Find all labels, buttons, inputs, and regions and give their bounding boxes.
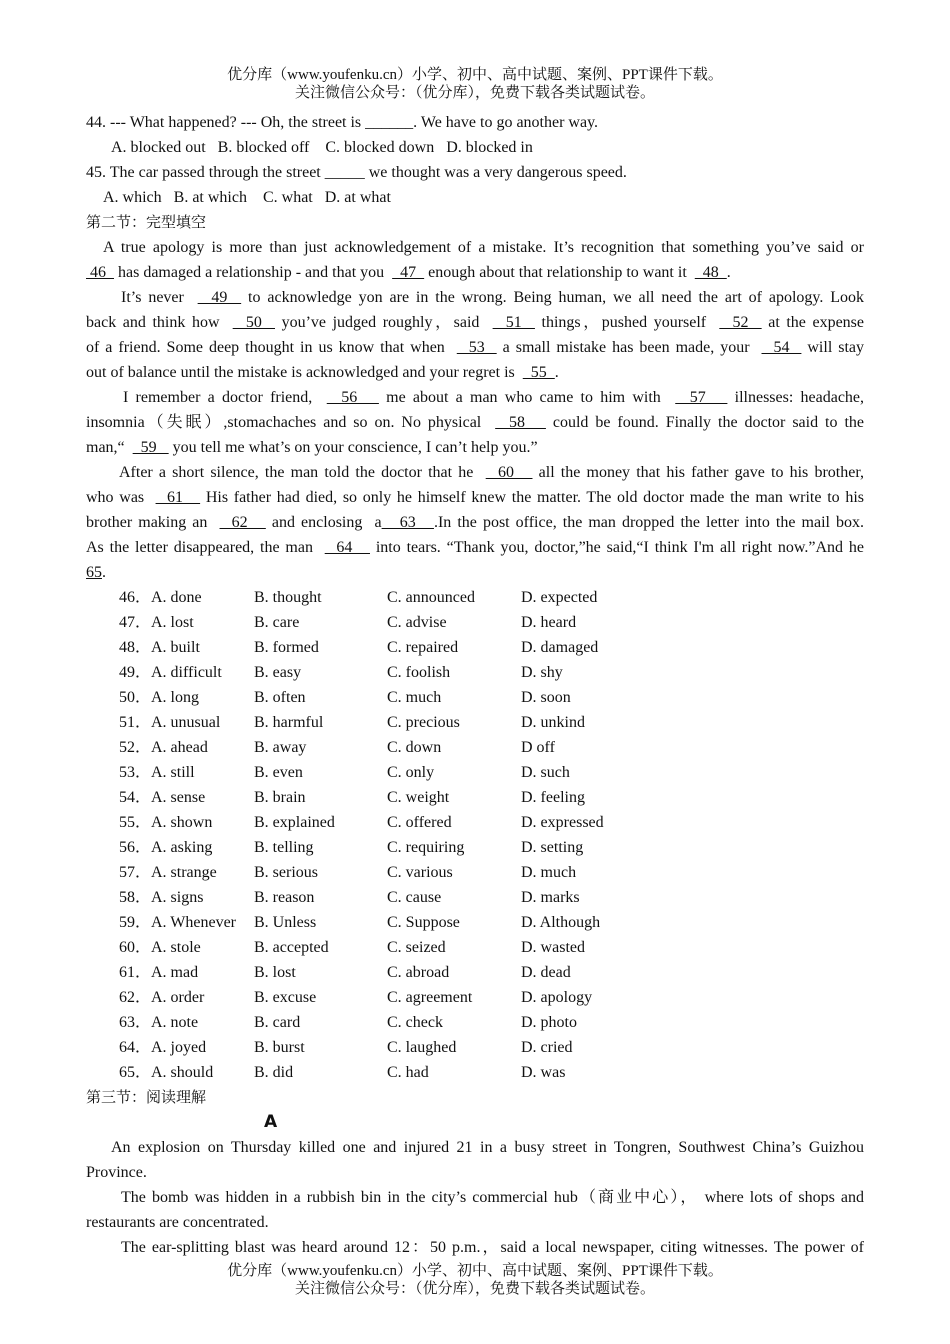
option-d: D. expected bbox=[521, 589, 598, 606]
cloze-paragraph-1 bbox=[86, 235, 864, 285]
option-d: D. photo bbox=[521, 1014, 577, 1031]
option-b: B. easy bbox=[254, 664, 302, 681]
option-a: 49．A. difficult bbox=[119, 664, 222, 681]
blank-55: 55 bbox=[522, 364, 555, 381]
option-a: 55．A. shown bbox=[119, 814, 213, 831]
option-a: 47．A. lost bbox=[119, 614, 194, 631]
cloze-p4-line-2 bbox=[86, 485, 864, 510]
cloze-p1-line-2 bbox=[86, 260, 864, 285]
cloze-text: . bbox=[726, 264, 731, 281]
option-a: 58．A. signs bbox=[119, 889, 204, 906]
section-2-title: 第二节：完型填空 bbox=[86, 213, 207, 231]
option-row bbox=[86, 660, 864, 685]
cloze-text: has damaged a relationship - and that you bbox=[114, 264, 393, 281]
question-45-stem: 45. The car passed through the street _____ we thought was a very dangerous speed. bbox=[86, 164, 627, 181]
cloze-text: illnesses: headache, bbox=[727, 389, 865, 406]
option-row bbox=[86, 785, 864, 810]
option-a: 54．A. sense bbox=[119, 789, 206, 806]
option-row bbox=[86, 985, 864, 1010]
option-b: B. reason bbox=[254, 889, 315, 906]
cloze-text: I remember a doctor friend, bbox=[123, 389, 327, 406]
cloze-p2-line-4 bbox=[86, 360, 864, 385]
blank-65: 65 bbox=[86, 564, 102, 581]
blank-53: 53 bbox=[456, 339, 497, 356]
blank-57: 57 bbox=[675, 389, 728, 406]
option-c: C. foolish bbox=[387, 664, 451, 681]
option-b: B. excuse bbox=[254, 989, 317, 1006]
option-c: C. weight bbox=[387, 789, 450, 806]
option-c: C. down bbox=[387, 739, 442, 756]
cloze-text: you’ve judged roughly，said bbox=[275, 314, 493, 331]
cloze-text: After a short silence, the man told the doctor that he bbox=[119, 464, 486, 481]
option-d: D. cried bbox=[521, 1039, 573, 1056]
cloze-p3-line-2 bbox=[86, 410, 864, 435]
option-a: 53．A. still bbox=[119, 764, 195, 781]
option-b: B. even bbox=[254, 764, 303, 781]
option-b: B. Unless bbox=[254, 914, 317, 931]
option-b: B. serious bbox=[254, 864, 318, 881]
option-d: D. was bbox=[521, 1064, 566, 1081]
cloze-text: It’s never bbox=[121, 289, 198, 306]
cloze-text: you tell me what’s on your conscience, I can’t help you.” bbox=[168, 439, 538, 456]
cloze-text: a small mistake has been made, your bbox=[496, 339, 762, 356]
cloze-text: enough about that relationship to want it bbox=[424, 264, 695, 281]
option-c: C. announced bbox=[387, 589, 475, 606]
option-c: C. cause bbox=[387, 889, 442, 906]
cloze-text: man,“ bbox=[86, 439, 133, 456]
header-line-2: 关注微信公众号：（优分库），免费下载各类试题试卷。 bbox=[294, 85, 655, 101]
blank-58: 58 bbox=[495, 414, 546, 431]
document-body bbox=[86, 110, 864, 1260]
cloze-text: insomnia（失眠）,stomachaches and so on. No physical bbox=[86, 414, 496, 431]
option-a: 56．A. asking bbox=[119, 839, 213, 856]
option-d: D. heard bbox=[521, 614, 577, 631]
cloze-text: As the letter disappeared, the man bbox=[86, 539, 325, 556]
blank-51: 51 bbox=[492, 314, 535, 331]
cloze-p1-line-1: A true apology is more than just acknowledgement of a mistake. It’s recognition that something you’ve said or bbox=[103, 239, 864, 256]
cloze-text: . bbox=[554, 364, 559, 381]
cloze-p4-line-5 bbox=[86, 560, 864, 585]
option-row bbox=[86, 585, 864, 610]
option-d: D. damaged bbox=[521, 639, 599, 656]
option-a: 61．A. mad bbox=[119, 964, 199, 981]
blank-46: 46 bbox=[86, 264, 114, 281]
cloze-paragraph-4 bbox=[86, 460, 864, 585]
option-row bbox=[86, 1035, 864, 1060]
option-a: 59．A. Whenever bbox=[119, 914, 237, 931]
option-b: B. did bbox=[254, 1064, 294, 1081]
cloze-text: of a friend. Some deep thought in us know that when bbox=[86, 339, 457, 356]
cloze-paragraph-3 bbox=[86, 385, 864, 460]
option-d: D. dead bbox=[521, 964, 571, 981]
cloze-text: into tears. “Thank you, doctor,”he said,“I think I'm all right now.”And he bbox=[369, 539, 865, 556]
blank-60: 60 bbox=[485, 464, 533, 481]
option-row bbox=[86, 860, 864, 885]
cloze-p3-line-1 bbox=[86, 385, 864, 410]
option-b: B. explained bbox=[254, 814, 335, 831]
cloze-p2-line-2 bbox=[86, 310, 864, 335]
option-c: C. Suppose bbox=[387, 914, 460, 931]
cloze-p4-line-1 bbox=[86, 460, 864, 485]
option-d: D. wasted bbox=[521, 939, 585, 956]
option-row bbox=[86, 835, 864, 860]
option-row bbox=[86, 885, 864, 910]
option-d: D. Although bbox=[521, 914, 601, 931]
option-c: C. abroad bbox=[387, 964, 450, 981]
option-a: 60．A. stole bbox=[119, 939, 201, 956]
option-d: D. such bbox=[521, 764, 570, 781]
option-row bbox=[86, 685, 864, 710]
cloze-p4-line-4 bbox=[86, 535, 864, 560]
option-a: 62．A. order bbox=[119, 989, 205, 1006]
option-d: D off bbox=[521, 739, 555, 756]
blank-62: 62 bbox=[219, 514, 266, 531]
cloze-text: will stay bbox=[801, 339, 865, 356]
option-row bbox=[86, 935, 864, 960]
option-c: C. much bbox=[387, 689, 442, 706]
passage-a-p1-line-1: An explosion on Thursday killed one and injured 21 in a busy street in Tongren, Southwest China’s Guizhou bbox=[111, 1139, 864, 1156]
blank-59: 59 bbox=[132, 439, 169, 456]
option-a: 50．A. long bbox=[119, 689, 200, 706]
option-c: C. repaired bbox=[387, 639, 459, 656]
cloze-text: .In the post office, the man dropped the letter into the mail box. bbox=[433, 514, 865, 531]
option-row bbox=[86, 1010, 864, 1035]
passage-a-p2-line-2: restaurants are concentrated. bbox=[86, 1214, 269, 1231]
option-d: D. setting bbox=[521, 839, 584, 856]
option-b: B. card bbox=[254, 1014, 301, 1031]
cloze-text: things，pushed yourself bbox=[534, 314, 720, 331]
option-b: B. burst bbox=[254, 1039, 305, 1056]
option-b: B. often bbox=[254, 689, 306, 706]
cloze-paragraph-2 bbox=[86, 285, 864, 385]
option-row bbox=[86, 610, 864, 635]
option-row bbox=[86, 810, 864, 835]
cloze-p4-line-3 bbox=[86, 510, 864, 535]
option-d: D. feeling bbox=[521, 789, 585, 806]
cloze-p3-line-3 bbox=[86, 435, 864, 460]
blank-49: 49 bbox=[197, 289, 242, 306]
option-row bbox=[86, 710, 864, 735]
option-d: D. marks bbox=[521, 889, 580, 906]
option-d: D. apology bbox=[521, 989, 593, 1006]
blank-48: 48 bbox=[694, 264, 727, 281]
option-c: C. offered bbox=[387, 814, 452, 831]
cloze-text: at the expense bbox=[761, 314, 865, 331]
cloze-text: back and think how bbox=[86, 314, 233, 331]
option-a: 63．A. note bbox=[119, 1014, 199, 1031]
option-b: B. care bbox=[254, 614, 300, 631]
option-b: B. accepted bbox=[254, 939, 329, 956]
question-44-stem: 44. --- What happened? --- Oh, the street is ______. We have to go another way. bbox=[86, 114, 599, 131]
cloze-p2-line-3 bbox=[86, 335, 864, 360]
option-a: 48．A. built bbox=[119, 639, 200, 656]
option-c: C. requiring bbox=[387, 839, 465, 856]
option-a: 64．A. joyed bbox=[119, 1039, 207, 1056]
option-a: 51．A. unusual bbox=[119, 714, 221, 731]
option-b: B. telling bbox=[254, 839, 314, 856]
option-c: C. seized bbox=[387, 939, 446, 956]
option-row bbox=[86, 910, 864, 935]
passage-a-p2-line-1: The bomb was hidden in a rubbish bin in the city’s commercial hub（商业中心）， where lots of shops and bbox=[121, 1189, 864, 1206]
cloze-text: . bbox=[102, 564, 106, 581]
footer-line-1: 优分库（www.youfenku.cn）小学、初中、高中试题、案例、PPT课件下载。 bbox=[227, 1263, 723, 1279]
blank-54: 54 bbox=[761, 339, 802, 356]
option-c: C. only bbox=[387, 764, 435, 781]
cloze-text: to acknowledge yon are in the wrong. Being human, we all need the art of apology. Look bbox=[241, 289, 865, 306]
passage-a-label: A bbox=[264, 1112, 278, 1132]
cloze-text: out of balance until the mistake is acknowledged and your regret is bbox=[86, 364, 523, 381]
blank-50: 50 bbox=[232, 314, 275, 331]
option-row bbox=[86, 960, 864, 985]
option-row bbox=[86, 635, 864, 660]
option-row bbox=[86, 735, 864, 760]
option-b: B. brain bbox=[254, 789, 306, 806]
question-45-options: A. which B. at which C. what D. at what bbox=[103, 189, 391, 206]
option-d: D. shy bbox=[521, 664, 563, 681]
option-d: D. unkind bbox=[521, 714, 585, 731]
option-a: 57．A. strange bbox=[119, 864, 217, 881]
option-b: B. formed bbox=[254, 639, 319, 656]
passage-a-p3-line-1: The ear-splitting blast was heard around 12：50 p.m.，said a local newspaper, citing witnesses. The power of bbox=[121, 1239, 864, 1256]
blank-47: 47 bbox=[392, 264, 425, 281]
blank-63: 63 bbox=[381, 514, 434, 531]
blank-56: 56 bbox=[326, 389, 379, 406]
passage-a bbox=[86, 1135, 864, 1260]
option-d: D. expressed bbox=[521, 814, 604, 831]
option-c: C. advise bbox=[387, 614, 447, 631]
cloze-text: who was bbox=[86, 489, 156, 506]
option-row bbox=[86, 1060, 864, 1085]
cloze-options bbox=[86, 585, 864, 1085]
cloze-p2-line-1 bbox=[86, 285, 864, 310]
cloze-text: His father had died, so only he himself knew the matter. The old doctor made the man write to his bbox=[200, 489, 865, 506]
blank-61: 61 bbox=[155, 489, 201, 506]
option-c: C. had bbox=[387, 1064, 429, 1081]
option-d: D. soon bbox=[521, 689, 571, 706]
blank-52: 52 bbox=[719, 314, 762, 331]
header-line-1: 优分库（www.youfenku.cn）小学、初中、高中试题、案例、PPT课件下载。 bbox=[227, 67, 723, 83]
page-footer bbox=[0, 1262, 950, 1298]
cloze-text: all the money that his father gave to his brother, bbox=[532, 464, 865, 481]
cloze-text: could be found. Finally the doctor said to the bbox=[545, 414, 864, 431]
passage-a-p1-line-2: Province. bbox=[86, 1164, 147, 1181]
option-b: B. thought bbox=[254, 589, 322, 606]
option-b: B. lost bbox=[254, 964, 296, 981]
option-c: C. various bbox=[387, 864, 453, 881]
option-a: 65．A. should bbox=[119, 1064, 214, 1081]
option-c: C. precious bbox=[387, 714, 460, 731]
blank-64: 64 bbox=[324, 539, 370, 556]
option-b: B. away bbox=[254, 739, 307, 756]
section-3-title: 第三节：阅读理解 bbox=[86, 1088, 207, 1106]
cloze-text: and enclosing a bbox=[265, 514, 382, 531]
option-c: C. agreement bbox=[387, 989, 473, 1006]
option-a: 46．A. done bbox=[119, 589, 202, 606]
option-row bbox=[86, 760, 864, 785]
option-d: D. much bbox=[521, 864, 577, 881]
option-b: B. harmful bbox=[254, 714, 324, 731]
option-c: C. laughed bbox=[387, 1039, 457, 1056]
question-44-options: A. blocked out B. blocked off C. blocked down D. blocked in bbox=[111, 139, 533, 156]
cloze-text: me about a man who came to him with bbox=[378, 389, 676, 406]
page-header bbox=[0, 66, 950, 102]
option-c: C. check bbox=[387, 1014, 443, 1031]
cloze-text: brother making an bbox=[86, 514, 220, 531]
option-a: 52．A. ahead bbox=[119, 739, 208, 756]
footer-line-2: 关注微信公众号：（优分库），免费下载各类试题试卷。 bbox=[294, 1281, 655, 1297]
